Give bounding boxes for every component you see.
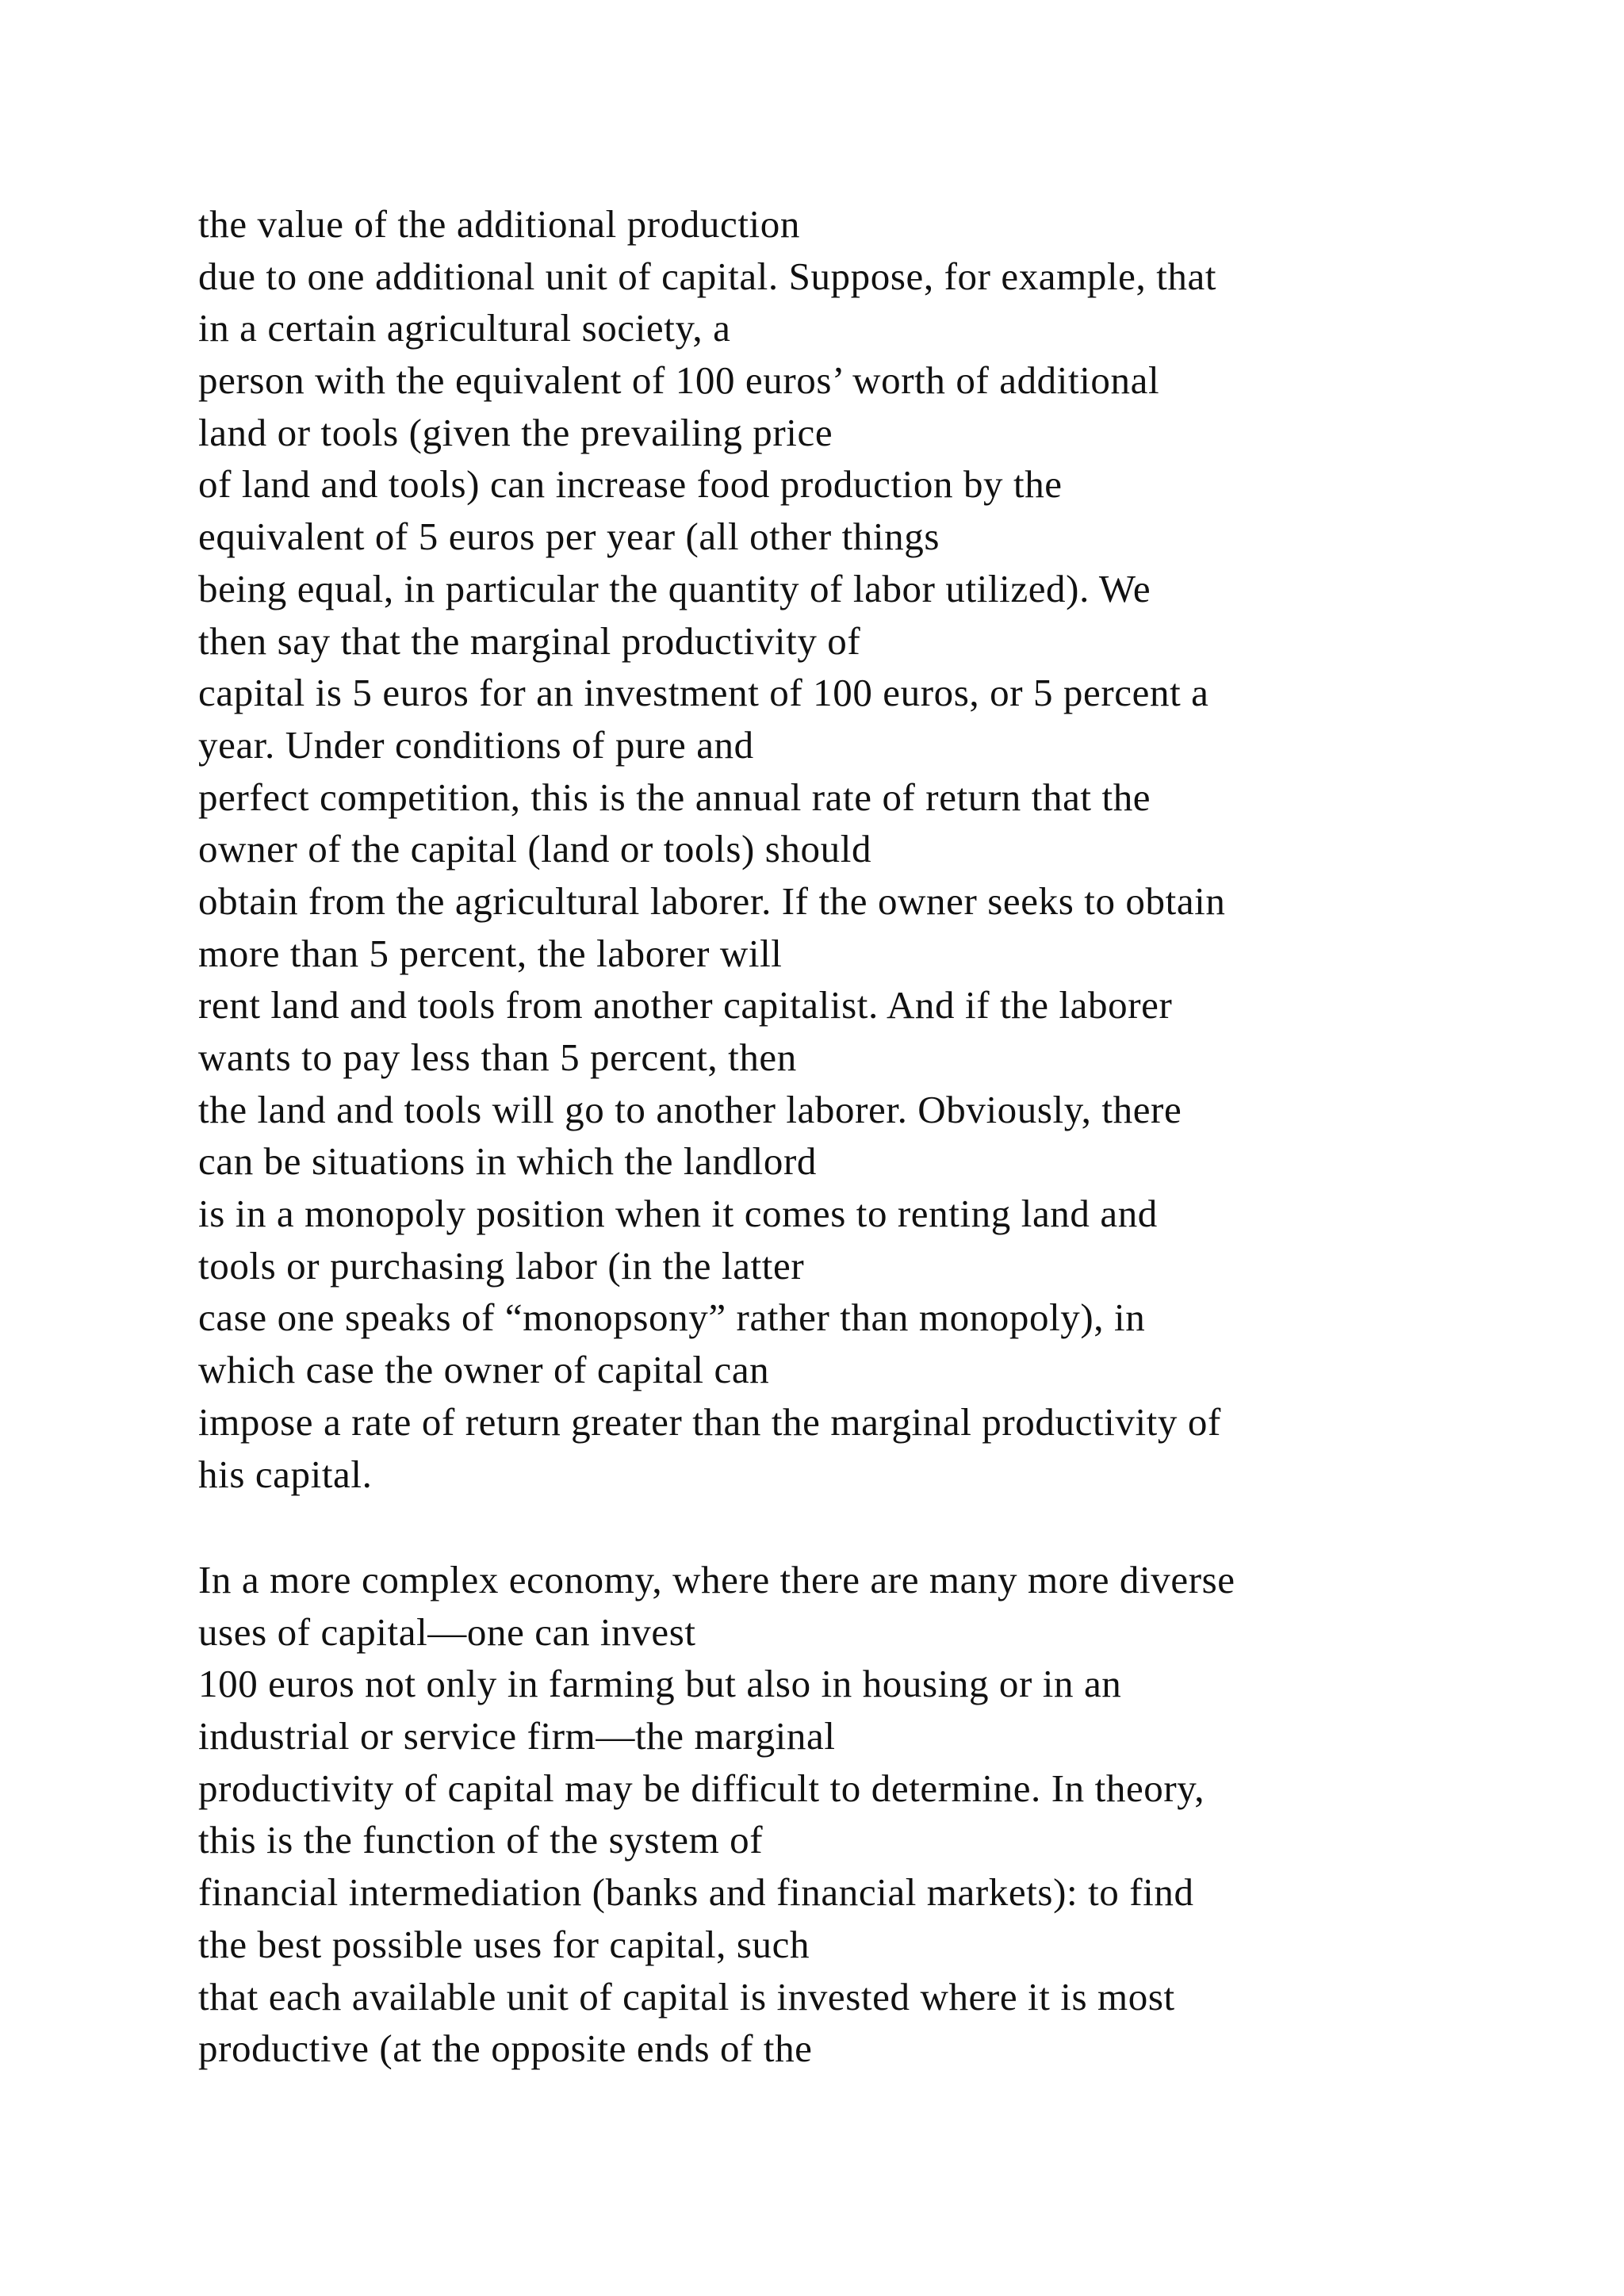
text-line: case one speaks of “monopsony” rather than monopoly), in bbox=[198, 1295, 1146, 1340]
text-line: year. Under conditions of pure and bbox=[198, 722, 754, 767]
text-line: is in a monopoly position when it comes to renting land and bbox=[198, 1192, 1158, 1236]
text-line: the value of the additional production bbox=[198, 202, 800, 246]
text-line: in a certain agricultural society, a bbox=[198, 306, 731, 350]
text-line: being equal, in particular the quantity of labor utilized). We bbox=[198, 566, 1151, 610]
text-line: financial intermediation (banks and financial markets): to find bbox=[198, 1870, 1194, 1915]
text-line: owner of the capital (land or tools) should bbox=[198, 827, 872, 871]
text-line: of land and tools) can increase food production by the bbox=[198, 462, 1063, 507]
text-line: person with the equivalent of 100 euros’ worth of additional bbox=[198, 358, 1160, 403]
text-line: this is the function of the system of bbox=[198, 1818, 764, 1862]
text-line: obtain from the agricultural laborer. If the owner seeks to obtain bbox=[198, 878, 1226, 923]
paragraph-1 bbox=[198, 198, 1562, 1500]
text-line: more than 5 percent, the laborer will bbox=[198, 931, 783, 975]
text-line: rent land and tools from another capitalist. And if the laborer bbox=[198, 983, 1173, 1027]
text-line: then say that the marginal productivity of bbox=[198, 618, 861, 663]
text-line: wants to pay less than 5 percent, then bbox=[198, 1035, 797, 1079]
text-line: productivity of capital may be difficult to determine. In theory, bbox=[198, 1766, 1205, 1810]
text-line: industrial or service firm—the marginal bbox=[198, 1714, 836, 1758]
text-line: equivalent of 5 euros per year (all other things bbox=[198, 515, 940, 559]
text-line: which case the owner of capital can bbox=[198, 1348, 770, 1392]
text-line: perfect competition, this is the annual rate of return that the bbox=[198, 775, 1151, 819]
text-line: uses of capital—one can invest bbox=[198, 1609, 696, 1654]
text-line: impose a rate of return greater than the marginal productivity of bbox=[198, 1399, 1221, 1444]
text-line: can be situations in which the landlord bbox=[198, 1139, 818, 1184]
text-line: 100 euros not only in farming but also in housing or in an bbox=[198, 1662, 1122, 1706]
paragraph-2 bbox=[198, 1554, 1562, 2075]
text-line: capital is 5 euros for an investment of 100 euros, or 5 percent a bbox=[198, 671, 1209, 715]
text-line: tools or purchasing labor (in the latter bbox=[198, 1243, 805, 1288]
text-line: the best possible uses for capital, such bbox=[198, 1922, 810, 1966]
text-line: his capital. bbox=[198, 1452, 373, 1496]
text-line: that each available unit of capital is invested where it is most bbox=[198, 1974, 1175, 2019]
text-line: due to one additional unit of capital. Suppose, for example, that bbox=[198, 254, 1217, 298]
text-line: land or tools (given the prevailing price bbox=[198, 410, 833, 454]
text-line: the land and tools will go to another laborer. Obviously, there bbox=[198, 1087, 1182, 1131]
text-line: productive (at the opposite ends of the bbox=[198, 2026, 813, 2071]
text-line: In a more complex economy, where there are many more diverse bbox=[198, 1558, 1235, 1601]
